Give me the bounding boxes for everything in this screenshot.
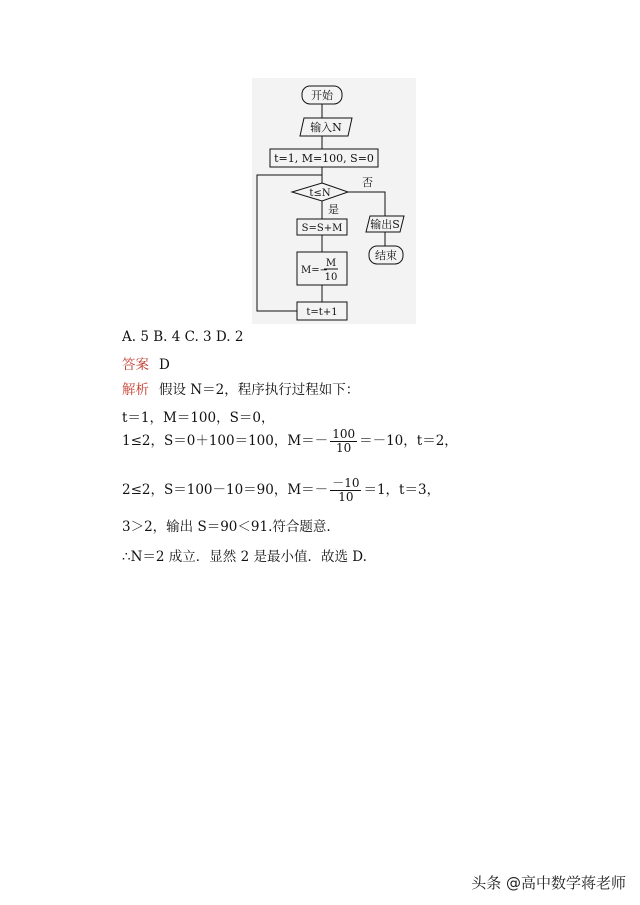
- m-update-numerator: M: [325, 258, 337, 269]
- line3-numerator: －10: [332, 476, 360, 490]
- answer-line: [122, 353, 170, 373]
- output-label: 输出S: [370, 218, 400, 231]
- analysis-line-2: [122, 428, 458, 455]
- analysis-intro-line: [122, 378, 359, 398]
- analysis-line-4: 3＞2，输出 S＝90＜91.符合题意.: [122, 519, 331, 535]
- init-label: t=1, M=100, S=0: [274, 152, 374, 165]
- flowchart-svg: [252, 78, 416, 324]
- line2-denominator: 10: [336, 441, 352, 455]
- condition-label: t≤N: [309, 188, 331, 199]
- line2-numerator: 100: [332, 427, 356, 441]
- m-update-denominator: 10: [324, 272, 338, 283]
- analysis-line-5: ∴N＝2 成立．显然 2 是最小值．故选 D.: [122, 549, 367, 565]
- line3-left: 2≤2，S＝100－10＝90，M＝－: [122, 482, 329, 498]
- watermark: 头条 @高中数学蒋老师: [471, 874, 626, 892]
- flowchart: [252, 78, 416, 324]
- line2-right: ＝－10，t＝2，: [359, 433, 458, 449]
- line3-fraction: [330, 477, 361, 504]
- answer-tag: 答案: [122, 357, 149, 373]
- analysis-intro: 假设 N＝2，程序执行过程如下：: [159, 382, 360, 398]
- m-update-prefix: M=−: [301, 265, 328, 276]
- start-label: 开始: [311, 89, 333, 102]
- line2-left: 1≤2，S＝0＋100＝100，M＝－: [122, 433, 329, 449]
- t-update-label: t=t+1: [306, 307, 338, 318]
- yes-label: 是: [328, 203, 339, 216]
- line3-denominator: 10: [338, 490, 354, 504]
- input-label: 输入N: [310, 121, 342, 134]
- analysis-line-3: [122, 477, 440, 504]
- analysis-tag: 解析: [122, 382, 149, 398]
- sum-label: S=S+M: [301, 223, 343, 234]
- line3-right: ＝1，t＝3，: [363, 482, 441, 498]
- no-branch: [348, 192, 385, 216]
- line2-fraction: [330, 428, 357, 455]
- answer-options: A. 5 B. 4 C. 3 D. 2: [122, 329, 244, 345]
- answer-value: D: [159, 357, 170, 373]
- analysis-line-1: t＝1，M＝100，S＝0，: [122, 410, 275, 426]
- no-label: 否: [362, 176, 373, 189]
- end-label: 结束: [375, 249, 397, 262]
